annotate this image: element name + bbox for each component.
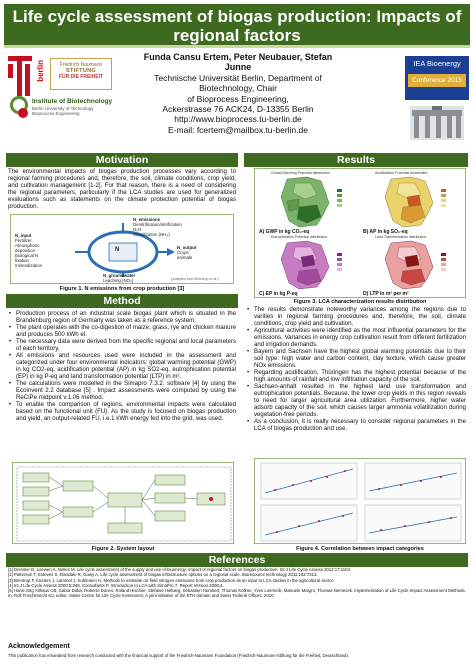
naumann-stiftung-logo xyxy=(50,58,112,90)
n-groundwater-title: N_groundwater xyxy=(103,273,136,278)
figure4-caption: Figure 4. Correlation between impact categories xyxy=(296,546,424,552)
results-bullets xyxy=(246,306,466,432)
method-bullet: • Production process of an industrial scale biogas plant which is situated in the Brandenburg region of Germany was taken as a reference system. xyxy=(8,310,236,324)
figure2-caption: Figure 2. System layout xyxy=(91,546,155,552)
poster-title: Life cycle assessment of biogas production: Impacts of regional factors xyxy=(12,7,462,45)
germany-map-d xyxy=(363,239,463,291)
map-a-title: Global Warming Potential distribution xyxy=(271,171,330,175)
results-heading: Results xyxy=(244,153,468,167)
n-input-box xyxy=(15,233,70,268)
map-b-label: B) AP in kg SO₂-eq xyxy=(363,229,408,235)
map-c-title: Eutrophication Potential distribution xyxy=(271,235,328,239)
institute-logo xyxy=(10,96,120,142)
method-bullet: • The calculations were modelled in the Simapro 7.3.2. software [4] by using the Ecoinvent 2.2 database [5] . Impact assessments were computed by using the ReCiPe midpoint v.1.06 method. xyxy=(8,380,236,401)
reference-item: [5] Hans-Jörg Althaus CB, Gabor Doka, Roberto Dones, Roland Hischier, Stefanie Hellweg, Sébastien Humbert, Thomas Köllner, Yves Loerincik, Manuele Margni, Thomas Nemecek. Implementation of Life Cycle Impact Assessment Methods. In: Rolf Frischknecht NJ, editor: Swiss Centre for Life Cycle Inventories; A joint initiative of the ETH domain and Swiss Federal Offices; 2010. xyxy=(8,588,466,599)
figure2-system-layout xyxy=(12,462,234,544)
figure1-caption: Figure 1. N emissions from crop production [3] xyxy=(59,286,185,292)
reference-item: [3] Brentrup F, Küsters J, Lammel J, Kuhlmann H. Methods to estimate on-field nitrogen emissions from crop production as an input to LCA studies in the agricultural sector. xyxy=(8,577,335,583)
acknowledgement-heading: Acknowledgement xyxy=(8,643,70,650)
title-bar xyxy=(4,4,470,48)
n-groundwater-item: Leaching (NO₃) xyxy=(103,278,134,283)
n-input-item: mineralization xyxy=(15,263,43,268)
reference-item: [1] Dressler D, Loewen A, Nelles M. Life cycle assessment of the supply and use of bioenergy: impact of regional factors on biogas production. Int J Life Cycle Assess 2012;17:1104 xyxy=(8,567,350,572)
map-c-ep xyxy=(259,235,359,297)
iea-name: IEA Bioenergy xyxy=(413,59,461,68)
method-bullet: • The necessary data were derived from the specific regional and local parameters of each territory. xyxy=(8,338,236,352)
method-bullets xyxy=(8,310,236,422)
map-a-gwp xyxy=(259,171,359,233)
references-list xyxy=(8,567,466,599)
reference-item: [4] Int J Life Cycle Assess 2000;5:349. Consultants P. Introduction to LCA with SimaPro 7. Report Version 2008;4. xyxy=(8,582,224,588)
n-emissions-item: Volatilization (NH₃) xyxy=(133,232,170,237)
map-d-ltp xyxy=(363,235,463,297)
method-bullet: • To enable the comparison of regions, environmental impacts were calculated based on the functional unit (FU). As the study is focused on biogas production and yield, an output-related FU, i.e.1 kWh energy fed into the grid, was used. xyxy=(8,401,236,422)
n-output-item: Crops xyxy=(177,250,189,255)
n-input-item: fixation xyxy=(15,258,29,263)
germany-map-b xyxy=(363,175,463,231)
map-c-label: C) EP in kg P-eq xyxy=(259,291,298,297)
tu-berlin-logo xyxy=(8,56,45,100)
institute-sub2: Bioprocess Engineering xyxy=(32,111,80,116)
author-block xyxy=(132,52,344,135)
correlation-plots xyxy=(255,459,467,545)
map-d-label: D) LTP in m² per m² xyxy=(363,291,409,297)
map-a-label: A) GWP in kg CO₂-eq xyxy=(259,229,310,235)
figure3-caption: Figure 3. LCA characterization results distribution xyxy=(293,299,427,305)
n-input-title: N_input xyxy=(15,233,32,238)
iea-logo xyxy=(405,56,469,100)
n-output-box xyxy=(177,245,231,260)
map-d-title: Land Transformation distribution xyxy=(375,235,427,239)
institute-name: Institute of Biotechnology xyxy=(32,98,113,105)
method-bullet: • The plant operates with the co-digestion of maize, grass, rye and chicken manure and produces 500 kWh el. xyxy=(8,324,236,338)
n-input-item: Atmospheric xyxy=(15,243,40,248)
tu-logo-word: berlin xyxy=(36,60,45,82)
germany-map-a xyxy=(259,175,359,231)
results-bullet: • Regarding acidification, Thüringen has the highest potential because of the high amounts of rainfall and low infiltration capacity of the soil. xyxy=(246,369,466,383)
iea-conference: Conference 2015 xyxy=(408,74,466,87)
brandenburg-gate-image xyxy=(410,106,464,140)
map-b-ap xyxy=(363,171,463,233)
stiftung-brand: STIFTUNG xyxy=(66,68,96,74)
institute-sub1: Berlin University of Technology xyxy=(32,106,94,111)
center-n-label: N xyxy=(115,247,120,253)
method-heading: Method xyxy=(6,294,238,308)
references-heading: References xyxy=(6,553,468,567)
results-bullet: • Bayern and Sachsen have the highest global warming potentials due to their soil type: high water and carbon content, clay texture, which cause greater NOx emissions. xyxy=(246,348,466,369)
stiftung-top: Friedrich Naumann xyxy=(59,62,103,68)
n-output-title: N_output xyxy=(177,245,197,250)
stiftung-motto: FÜR DIE FREIHEIT xyxy=(58,74,104,80)
n-diagram-source: (Adapted from Brentrup et al.) xyxy=(171,277,219,281)
website: http://www.bioprocess.tu-berlin.de xyxy=(174,114,302,125)
results-bullet: • Agricultural activities were identified as the most influential parameters for the emissions. Variances in energy crop cultivation result from different fertilization and irrigation demands. xyxy=(246,327,466,348)
header xyxy=(4,50,470,150)
figure3-maps xyxy=(254,168,466,298)
results-bullet: • Sachsen-anhalt resulted in the highest land use transformation and eutrophication potentials. Because, the lower crop yields in this region reveals to need for larger agricultural area utilization. Furthermore, higher water adsorb capacity of the soil, which causes larger ammonia volatilization during vegetation-free periods. xyxy=(246,383,466,418)
method-bullet: • All emissions and resources used were included in the assessment and categorized under four environmental indicators: global warming potential (GWP) in kg CO2-eq, acidification potential (AP) in kg SO2-eq, eutrophication potential (EP) in kg P-eq and land transformation potential (LTP) in m². xyxy=(8,352,236,380)
n-input-item: Biological N xyxy=(15,253,39,258)
motivation-text: The environmental impacts of biogas production processes vary according to regional farming procedures and, therefore, the soil, climate conditions, crop yield, and cultivation management [1-2]. For that reason, there is a need of considering the regional parameters, particularly if the LCA studies are used for generalized evaluations such as statements on the climate protection potential of biogas production. xyxy=(8,168,236,211)
system-layout-diagram xyxy=(13,463,235,545)
n-emissions-title: N_emissions xyxy=(133,217,161,222)
germany-map-c xyxy=(259,239,359,291)
figure4-correlations xyxy=(254,458,466,544)
author-names: Funda Cansu Ertem, Peter Neubauer, Stefan Junne xyxy=(143,52,333,73)
address: Ackerstrasse 76 ACK24, D-13355 Berlin xyxy=(162,104,314,115)
reference-item: [2] Patterson T, Esteves S, Dinsdale R, Guwy A. Life cycle assessment of biogas infrastructure options on a regional scale. Bioresource technology 2011;102:7313. xyxy=(8,572,318,578)
email: E-mail: fcertem@mailbox.tu-berlin.de xyxy=(168,124,308,135)
figure1-n-emissions xyxy=(10,214,234,284)
results-bullet: • As a conclusion, it is really necessary to consider regional parameters in the LCA of biogas production and use. xyxy=(246,418,466,432)
n-input-item: Fertilizer xyxy=(15,238,32,243)
n-emissions-box xyxy=(133,217,225,237)
motivation-heading: Motivation xyxy=(6,153,238,167)
map-b-title: Acidification Potential distribution xyxy=(375,171,428,175)
results-bullet: • The results demonstrate noteworthy variances among the regions due to varities in regional farming procedures and, therefore, the soil, climate conditions, crop yield and cultivation. xyxy=(246,306,466,327)
affiliation-line2: of Bioprocess Engineering, xyxy=(187,93,289,104)
n-input-item: deposition xyxy=(15,248,36,253)
n-output-item: animals xyxy=(177,255,193,260)
acknowledgement-text: This publication has emanated from research conducted with the financial support of the Friedrich-Naumann Foundation (Friedrich-Naumann-Stiftung für die Freiheit, Deutschland). xyxy=(8,653,350,658)
n-emissions-item: Denitrification/nitrification xyxy=(133,222,182,227)
n-emissions-item: N₂O xyxy=(133,227,142,232)
affiliation-line1: Technische Universität Berlin, Department of Biotechnology, Chair xyxy=(154,72,322,94)
